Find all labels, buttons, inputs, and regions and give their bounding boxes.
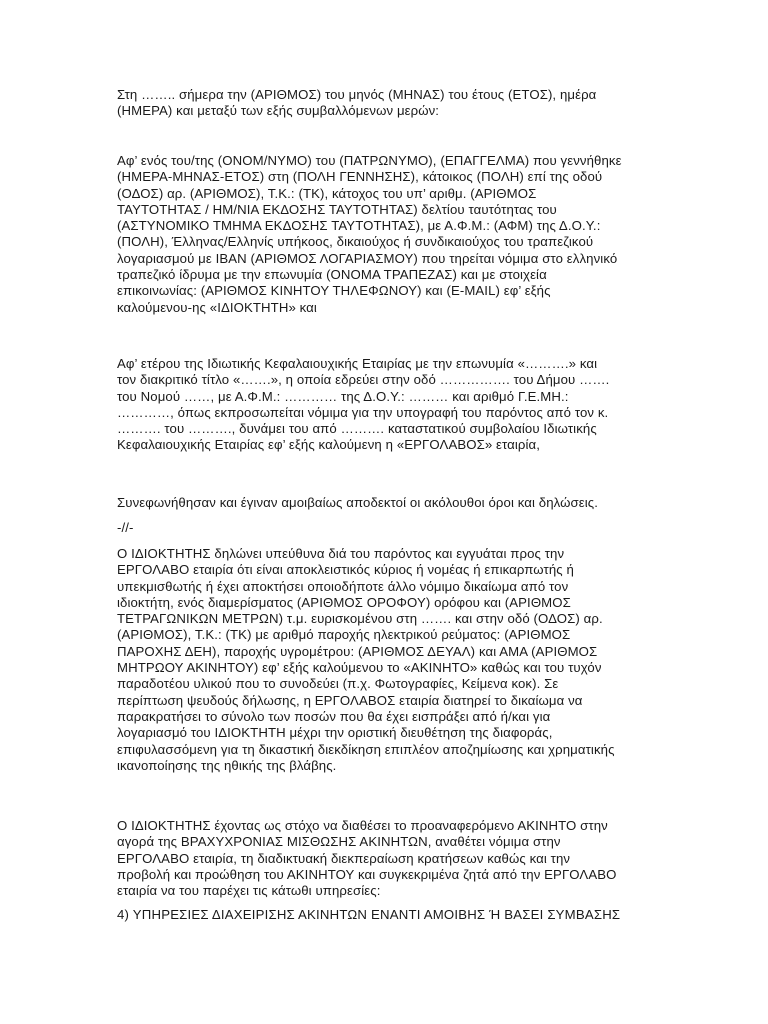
agreement-statement: Συνεφωνήθησαν και έγιναν αμοιβαίως αποδεκτοί οι ακόλουθοι όροι και δηλώσεις. (117, 495, 599, 510)
section-divider: -//- (117, 520, 134, 535)
services-heading: 4) ΥΠΗΡΕΣΙΕΣ ΔΙΑΧΕΙΡΙΣΗΣ ΑΚΙΝΗΤΩΝ ΕΝΑΝΤΙ ΑΜΟΙΒΗΣ Ή ΒΑΣΕΙ ΣΥΜΒΑΣΗΣ (117, 907, 621, 922)
owner-assignment-paragraph: Ο ΙΔΙΟΚΤΗΤΗΣ έχοντας ως στόχο να διαθέσει το προαναφερόμενο ΑΚΙΝΗΤΟ στην αγορά της ΒΡΑΧΥΧΡΟΝΙΑΣ ΜΙΣΘΩΣΗΣ ΑΚΙΝΗΤΩΝ, αναθέτει νόμιμα στην ΕΡΓΟΛΑΒΟ εταιρία, τη διαδικτυακή διεκπεραίωση κρατήσεων καθώς και την προβολή και προώθηση του ΑΚΙΝΗΤΟΥ και συγκεκριμένα ζητά από την ΕΡΓΟΛΑΒΟ εταιρία να του παρέχει τις κάτωθι υπηρεσίες: (117, 818, 617, 899)
second-party-paragraph: Αφ’ ετέρου της Ιδιωτικής Κεφαλαιουχικής Εταιρίας με την επωνυμία «……….» και τον διακριτικό τίτλο «…….», η οποία εδρεύει στην οδό ……………. του Δήμου ……. του Νομού ……, με Α.Φ.Μ.: ………… της Δ.Ο.Υ.: ……… και αριθμό Γ.Ε.ΜΗ.: …………, όπως εκπροσωπείται νόμιμα για την υπογραφή του παρόντος από τον κ. ………. του ………., δυνάμει του από ………. καταστατικού συμβολαίου Ιδιωτικής Κεφαλαιουχικής Εταιρίας εφ’ εξής καλούμενη η «ΕΡΓΟΛΑΒΟΣ» εταιρία, (117, 356, 610, 453)
contract-intro-paragraph: Στη …….. σήμερα την (ΑΡΙΘΜΟΣ) του μηνός (ΜΗΝΑΣ) του έτους (ΕΤΟΣ), ημέρα (ΗΜΕΡΑ) και μεταξύ των εξής συμβαλλόμενων μερών: (117, 87, 597, 119)
first-party-paragraph: Αφ’ ενός του/της (ΟΝΟΜ/ΝΥΜΟ) του (ΠΑΤΡΩΝΥΜΟ), (ΕΠΑΓΓΕΛΜΑ) που γεννήθηκε (ΗΜΕΡΑ-ΜΗΝΑΣ-ΕΤΟΣ) στη (ΠΟΛΗ ΓΕΝΝΗΣΗΣ), κάτοικος (ΠΟΛΗ) επί της οδού (ΟΔΟΣ) αρ. (ΑΡΙΘΜΟΣ), Τ.Κ.: (ΤΚ), κάτοχος του υπ’ αριθμ. (ΑΡΙΘΜΟΣ ΤΑΥΤΟΤΗΤΑΣ / ΗΜ/ΝΙΑ ΕΚΔΟΣΗΣ ΤΑΥΤΟΤΗΤΑΣ) δελτίου ταυτότητας του (ΑΣΤΥΝΟΜΙΚΟ ΤΜΗΜΑ ΕΚΔΟΣΗΣ ΤΑΥΤΟΤΗΤΑΣ), με Α.Φ.Μ.: (ΑΦΜ) της Δ.Ο.Υ.: (ΠΟΛΗ), Έλληνας/Ελληνίς υπήκοος, δικαιούχος ή συνδικαιούχος του τραπεζικού λογαριασμού με IBAN (ΑΡΙΘΜΟΣ ΛΟΓΑΡΙΑΣΜΟΥ) που τηρείται νόμιμα στο ελληνικό τραπεζικό ίδρυμα με την επωνυμία (ΟΝΟΜΑ ΤΡΑΠΕΖΑΣ) και με στοιχεία επικοινωνίας: (ΑΡΙΘΜΟΣ ΚΙΝΗΤΟΥ ΤΗΛΕΦΩΝΟΥ) και (E-MAIL) εφ’ εξής καλούμενου-ης «ΙΔΙΟΚΤΗΤΗ» και (117, 153, 622, 315)
owner-declaration-paragraph: Ο ΙΔΙΟΚΤΗΤΗΣ δηλώνει υπεύθυνα διά του παρόντος και εγγυάται προς την ΕΡΓΟΛΑΒΟ εταιρία ότι είναι αποκλειστικός κύριος ή νομέας ή επικαρπωτής ή υπεκμισθωτής ή έχει αποκτήσει οποιοδήποτε άλλο νόμιμο δικαίωμα από τον ιδιοκτήτη, ενός διαμερίσματος (ΑΡΙΘΜΟΣ ΟΡΟΦΟΥ) ορόφου και (ΑΡΙΘΜΟΣ ΤΕΤΡΑΓΩΝΙΚΩΝ ΜΕΤΡΩΝ) τ.μ. ευρισκομένου στη ……. και στην οδό (ΟΔΟΣ) αρ. (ΑΡΙΘΜΟΣ), Τ.Κ.: (ΤΚ) με αριθμό παροχής ηλεκτρικού ρεύματος: (ΑΡΙΘΜΟΣ ΠΑΡΟΧΗΣ ΔΕΗ), παροχής υγρομέτρου: (ΑΡΙΘΜΟΣ ΔΕΥΑΛ) και ΑΜΑ (ΑΡΙΘΜΟΣ ΜΗΤΡΩΟΥ ΑΚΙΝΗΤΟΥ) εφ’ εξής καλούμενου το «ΑΚΙΝΗΤΟ» καθώς και του τυχόν παραδοτέου υλικού που το συνοδεύει (π.χ. Φωτογραφίες, Κείμενα κοκ). Σε περίπτωση ψευδούς δήλωσης, η ΕΡΓΟΛΑΒΟΣ εταιρία διατηρεί το δικαίωμα να παρακρατήσει το σύνολο των ποσών που θα έχει εισπράξει από ή/και για λογαριασμό του ΙΔΙΟΚΤΗΤΗ μέχρι την οριστική διευθέτηση της διαφοράς, επιφυλασσόμενη για τη δικαστική διεκδίκηση επιπλέον αποζημίωσης και χρηματικής ικανοποίησης της ηθικής της βλάβης. (117, 546, 615, 773)
